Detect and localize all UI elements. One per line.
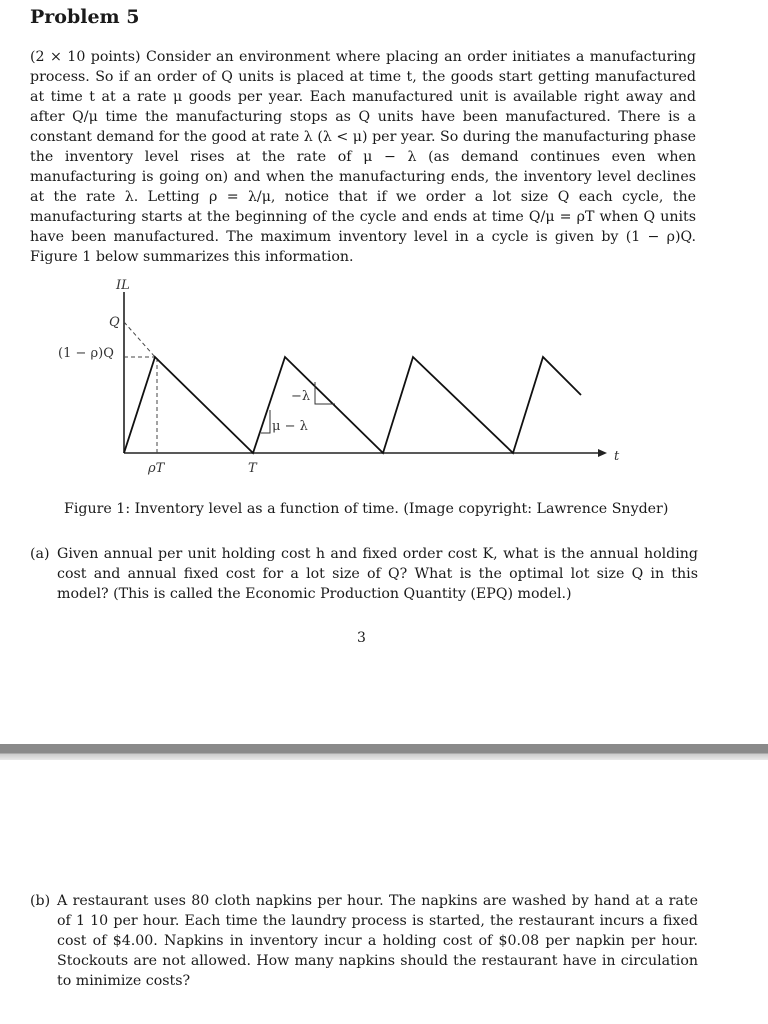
- label-rho-t: ρT: [148, 461, 165, 476]
- x-axis-label: t: [614, 449, 620, 464]
- inventory-figure: [0, 270, 768, 480]
- slope-triangle-neg-lambda: [315, 382, 335, 404]
- x-axis-arrow: [598, 449, 607, 457]
- label-t-cycle: T: [248, 461, 257, 476]
- page-number: 3: [357, 630, 366, 646]
- figure-caption: Figure 1: Inventory level as a function of time. (Image copyright: Lawrence Snyder): [64, 501, 669, 517]
- label-q: Q: [109, 315, 120, 330]
- part-a-label: (a): [30, 546, 50, 562]
- label-neg-lambda: −λ: [291, 389, 311, 404]
- inventory-curve: [124, 357, 581, 453]
- problem-title: Problem 5: [30, 6, 140, 28]
- part-a-text: Given annual per unit holding cost h and fixed order cost K, what is the annual holding cost and annual fixed cost for a lot size of Q? What is the optimal lot size Q in this model? (This is called the Economic Production Quantity (EPQ) model.): [57, 546, 698, 602]
- part-a: [30, 544, 698, 604]
- part-b-text: A restaurant uses 80 cloth napkins per hour. The napkins are washed by hand at a rate of 1 10 per hour. Each time the laundry process is started, the restaurant incurs a fixed cost of $4.00. Napkins in inventory incur a holding cost of $0.08 per napkin per hour. Stockouts are not allowed. How many napkins should the restaurant have in circulation to minimize costs?: [57, 893, 698, 989]
- label-peak: (1 − ρ)Q: [58, 346, 114, 361]
- problem-intro: (2 × 10 points) Consider an environment where placing an order initiates a manufacturing process. So if an order of Q units is placed at time t, the goods start getting manufactured at time t at a rate μ goods per year. Each manufactured unit is available right away and after Q/μ time the manufacturing stops as Q units have been manufactured. There is a constant demand for the good at rate λ (λ < μ) per year. So during the manufacturing phase the inventory level rises at the rate of μ − λ (as demand continues even when manufacturing is going on) and when the manufacturing ends, the inventory level declines at the rate λ. Letting ρ = λ/μ, notice that if we order a lot size Q each cycle, the manufacturing starts at the beginning of the cycle and ends at time Q/μ = ρT when Q units have been manufactured. The maximum inventory level in a cycle is given by (1 − ρ)Q. Figure 1 below summarizes this information.: [30, 49, 696, 265]
- page-divider: [0, 744, 768, 760]
- label-mu-minus-lambda: μ − λ: [272, 419, 308, 434]
- y-axis-label: IL: [116, 278, 130, 293]
- part-b-label: (b): [30, 893, 51, 909]
- part-b: [30, 891, 698, 991]
- dashed-guide-q: [124, 322, 155, 357]
